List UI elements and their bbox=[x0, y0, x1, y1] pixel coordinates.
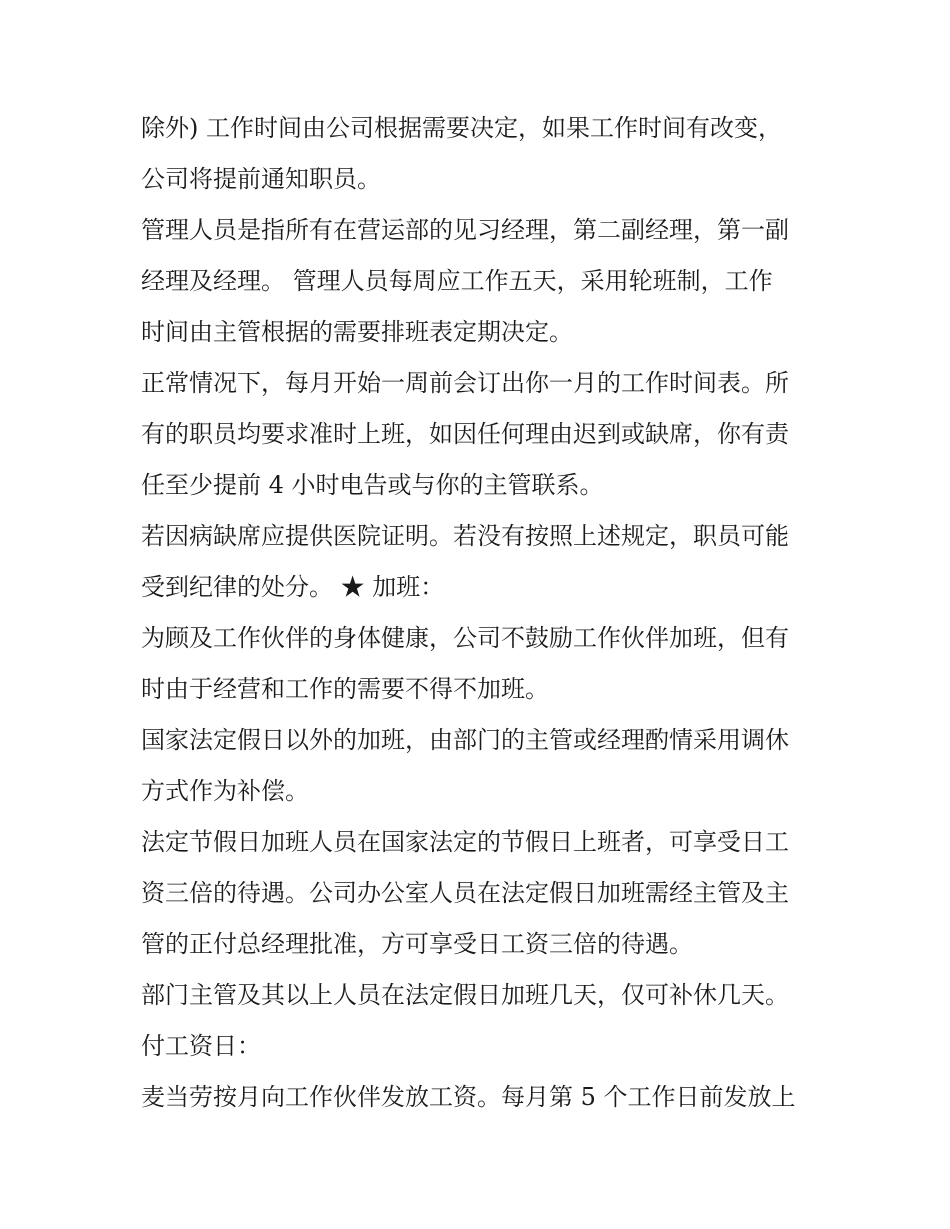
text-line: 公司将提前通知职员。 bbox=[141, 165, 381, 193]
text-line: 部门主管及其以上人员在法定假日加班几天，仅可补休几天。 bbox=[141, 981, 789, 1009]
text-line: 为顾及工作伙伴的身体健康，公司不鼓励工作伙伴加班，但有 bbox=[141, 624, 789, 652]
text-line: 正常情况下，每月开始一周前会订出你一月的工作时间表。所 bbox=[141, 369, 789, 397]
text-line: 若因病缺席应提供医院证明。若没有按照上述规定，职员可能 bbox=[141, 522, 789, 550]
text-line: 资三倍的待遇。公司办公室人员在法定假日加班需经主管及主 bbox=[141, 879, 789, 907]
text-line: 管的正付总经理批准，方可享受日工资三倍的待遇。 bbox=[141, 930, 693, 958]
text-line: 付工资日： bbox=[141, 1032, 261, 1060]
body-text bbox=[141, 103, 821, 1123]
text-line: 方式作为补偿。 bbox=[141, 777, 309, 805]
text-line: 麦当劳按月向工作伙伴发放工资。每月第 5 个工作日前发放上 bbox=[141, 1083, 796, 1111]
text-line: 时间由主管根据的需要排班表定期决定。 bbox=[141, 318, 573, 346]
text-line: 经理及经理。 管理人员每周应工作五天，采用轮班制，工作 bbox=[141, 267, 773, 295]
text-line: 法定节假日加班人员在国家法定的节假日上班者，可享受日工 bbox=[141, 828, 789, 856]
text-line: 有的职员均要求准时上班，如因任何理由迟到或缺席，你有责 bbox=[141, 420, 789, 448]
text-line: 受到纪律的处分。 ★ 加班： bbox=[141, 573, 445, 601]
text-line: 除外) 工作时间由公司根据需要决定，如果工作时间有改变， bbox=[141, 114, 782, 142]
text-line: 任至少提前 4 小时电告或与你的主管联系。 bbox=[141, 471, 604, 499]
text-line: 国家法定假日以外的加班，由部门的主管或经理酌情采用调休 bbox=[141, 726, 789, 754]
text-line: 管理人员是指所有在营运部的见习经理，第二副经理，第一副 bbox=[141, 216, 789, 244]
text-line: 时由于经营和工作的需要不得不加班。 bbox=[141, 675, 549, 703]
